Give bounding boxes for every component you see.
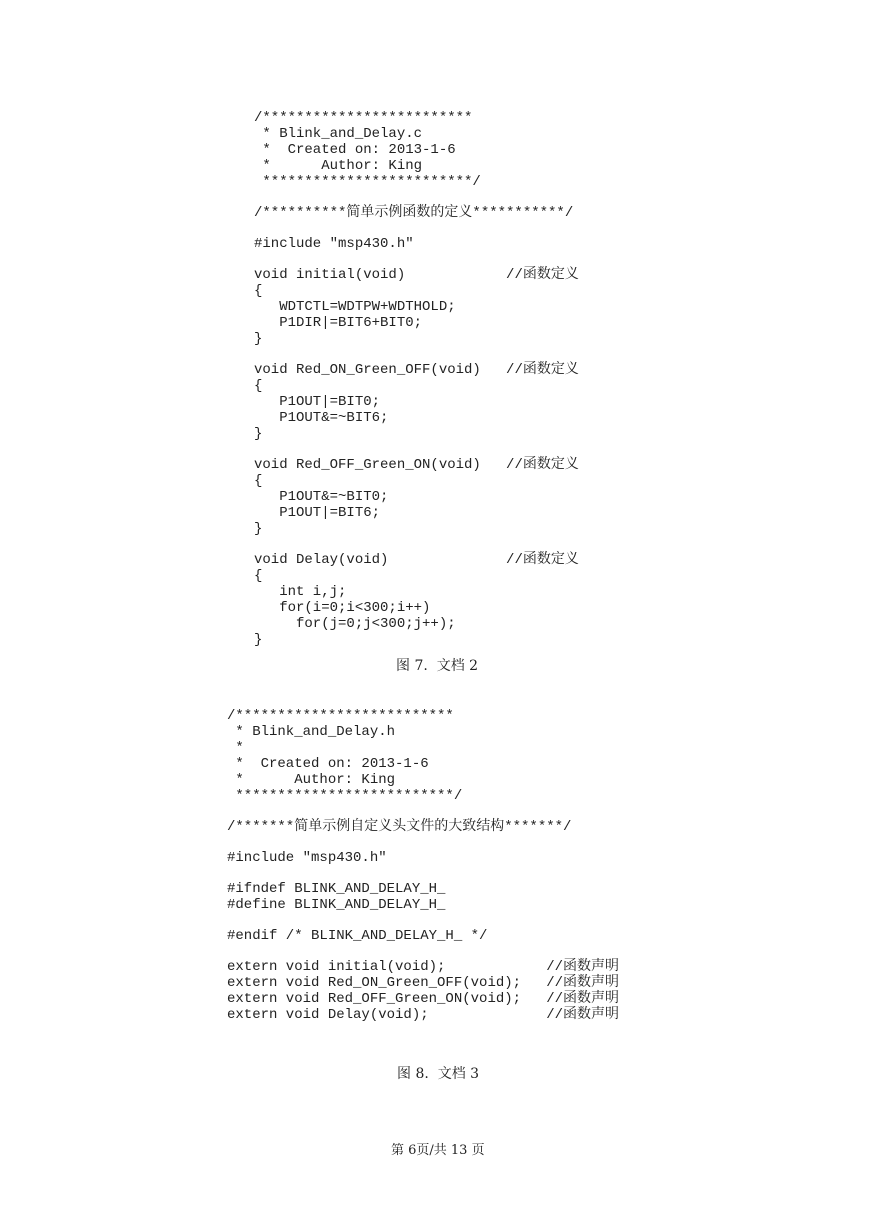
code-line: P1OUT|=BIT0; [254, 394, 381, 410]
code-blank-line [227, 835, 619, 850]
code-line: { [254, 473, 263, 489]
code-line: extern void initial(void); //函数声明 [227, 959, 620, 975]
code-line: { [254, 568, 263, 584]
code-line: } [254, 331, 263, 347]
code-line: extern void Red_ON_Green_OFF(void); //函数声明 [227, 975, 620, 991]
code-line: void Red_ON_Green_OFF(void) //函数定义 [254, 362, 579, 378]
code-line: WDTCTL=WDTPW+WDTHOLD; [254, 299, 456, 315]
code-line: * Blink_and_Delay.c [254, 126, 423, 142]
code-line: * Author: King [254, 158, 423, 174]
code-line: } [254, 426, 263, 442]
code-listing-figure-8 [227, 708, 619, 1023]
code-blank-line [254, 221, 579, 236]
code-line: { [254, 283, 263, 299]
code-line: extern void Red_OFF_Green_ON(void); //函数声明 [227, 991, 620, 1007]
code-blank-line [227, 804, 619, 819]
code-line: } [254, 632, 263, 648]
code-line: { [254, 378, 263, 394]
code-blank-line [227, 913, 619, 928]
code-line: /************************** [227, 708, 454, 724]
code-blank-line [254, 442, 579, 457]
code-line: /************************* [254, 110, 473, 126]
code-line: void initial(void) //函数定义 [254, 267, 579, 283]
code-blank-line [254, 537, 579, 552]
code-blank-line [254, 190, 579, 205]
page-number-footer: 第 6页/共 13 页 [391, 1143, 485, 1158]
code-line: extern void Delay(void); //函数声明 [227, 1007, 620, 1023]
code-line: #include "msp430.h" [227, 850, 387, 866]
code-line: #endif /* BLINK_AND_DELAY_H_ */ [227, 928, 488, 944]
figure-7-caption: 图 7. 文档 2 [396, 658, 479, 674]
code-blank-line [227, 866, 619, 881]
code-line: #include "msp430.h" [254, 236, 414, 252]
code-listing-figure-7 [254, 110, 579, 648]
code-line: #define BLINK_AND_DELAY_H_ [227, 897, 446, 913]
code-blank-line [254, 252, 579, 267]
code-line: void Red_OFF_Green_ON(void) //函数定义 [254, 457, 579, 473]
code-line: void Delay(void) //函数定义 [254, 552, 579, 568]
code-line: * Author: King [227, 772, 396, 788]
code-line: for(j=0;j<300;j++); [254, 616, 456, 632]
code-line: } [254, 521, 263, 537]
code-blank-line [227, 944, 619, 959]
code-line: **************************/ [227, 788, 463, 804]
figure-8-caption: 图 8. 文档 3 [397, 1066, 480, 1082]
code-line: P1DIR|=BIT6+BIT0; [254, 315, 423, 331]
code-line: P1OUT|=BIT6; [254, 505, 381, 521]
code-line: for(i=0;i<300;i++) [254, 600, 431, 616]
code-line: P1OUT&=~BIT0; [254, 489, 389, 505]
code-line: /*******简单示例自定义头文件的大致结构*******/ [227, 819, 572, 835]
code-blank-line [254, 347, 579, 362]
code-line: * Blink_and_Delay.h [227, 724, 396, 740]
code-line: * [227, 740, 244, 756]
code-line: *************************/ [254, 174, 481, 190]
code-line: * Created on: 2013-1-6 [254, 142, 456, 158]
code-line: P1OUT&=~BIT6; [254, 410, 389, 426]
code-line: * Created on: 2013-1-6 [227, 756, 429, 772]
code-line: /**********简单示例函数的定义***********/ [254, 205, 574, 221]
code-line: int i,j; [254, 584, 347, 600]
code-line: #ifndef BLINK_AND_DELAY_H_ [227, 881, 446, 897]
